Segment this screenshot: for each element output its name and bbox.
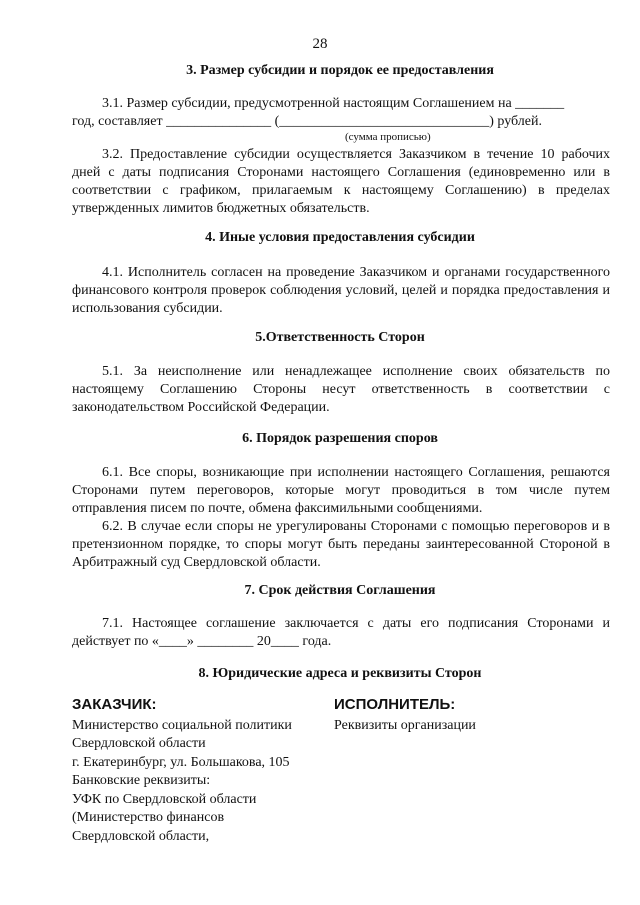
section-5-heading: 5.Ответственность Сторон [255,330,425,345]
clause-6-1: 6.1. Все споры, возникающие при исполнении настоящего Соглашения, решаются Сторонами путем переговоров, которые могут проводиться в том числе путем отправления писем по почте, обмена факсимильными сообщениями. [72,465,610,516]
clause-3-1-line-1: 3.1. Размер субсидии, предусмотренной настоящим Соглашением на _______ [102,96,565,111]
customer-line: УФК по Свердловской области [72,791,257,807]
clause-7-1: 7.1. Настоящее соглашение заключается с даты его подписания Сторонами и действует по «____» ________ 20____ года. [72,616,610,649]
clause-3-1-line-2: год, составляет _______________ (______________________________) рублей. [72,114,542,129]
amount-in-words-caption: (сумма прописью) [345,131,431,143]
clause-5-1: 5.1. За неисполнение или ненадлежащее исполнение своих обязательств по настоящему Соглашению Стороны несут ответственность в соответствии с законодательством Российской Федерации. [72,364,610,415]
clause-3-2: 3.2. Предоставление субсидии осуществляется Заказчиком в течение 10 рабочих дней с даты подписания Сторонами настоящего Соглашения (единовременно или в соответствии с графиком, прилагаемым к настоящему Соглашению) в пределах утвержденных лимитов бюджетных обязательств. [72,147,610,216]
customer-line: Министерство социальной политики [72,717,292,733]
customer-line: Свердловской области [72,736,206,751]
customer-line: (Министерство финансов [72,810,225,825]
customer-line: Банковские реквизиты: [72,773,211,788]
section-4-heading: 4. Иные условия предоставления субсидии [205,230,475,245]
section-7-heading: 7. Срок действия Соглашения [244,583,436,598]
contractor-details [334,696,604,735]
section-3-heading: 3. Размер субсидии и порядок ее предоставления [186,63,494,78]
customer-line: г. Екатеринбург, ул. Большакова, 105 [72,754,290,770]
customer-line: Свердловской области, [72,828,210,844]
clause-6-2: 6.2. В случае если споры не урегулированы Сторонами с помощью переговоров и в претензионном порядке, то споры могут быть переданы заинтересованной Стороной в Арбитражный суд Свердловской области. [72,519,610,570]
customer-details [72,696,322,846]
contractor-line: Реквизиты организации [334,717,476,733]
contractor-title: ИСПОЛНИТЕЛЬ: [334,696,456,713]
customer-title: ЗАКАЗЧИК: [72,696,157,713]
clause-4-1: 4.1. Исполнитель согласен на проведение Заказчиком и органами государственного финансового контроля проверок соблюдения условий, целей и порядка предоставления и использования субсидии. [72,265,610,316]
section-8-heading: 8. Юридические адреса и реквизиты Сторон [198,666,482,681]
section-6-heading: 6. Порядок разрешения споров [242,431,438,446]
page-number: 28 [312,36,328,52]
